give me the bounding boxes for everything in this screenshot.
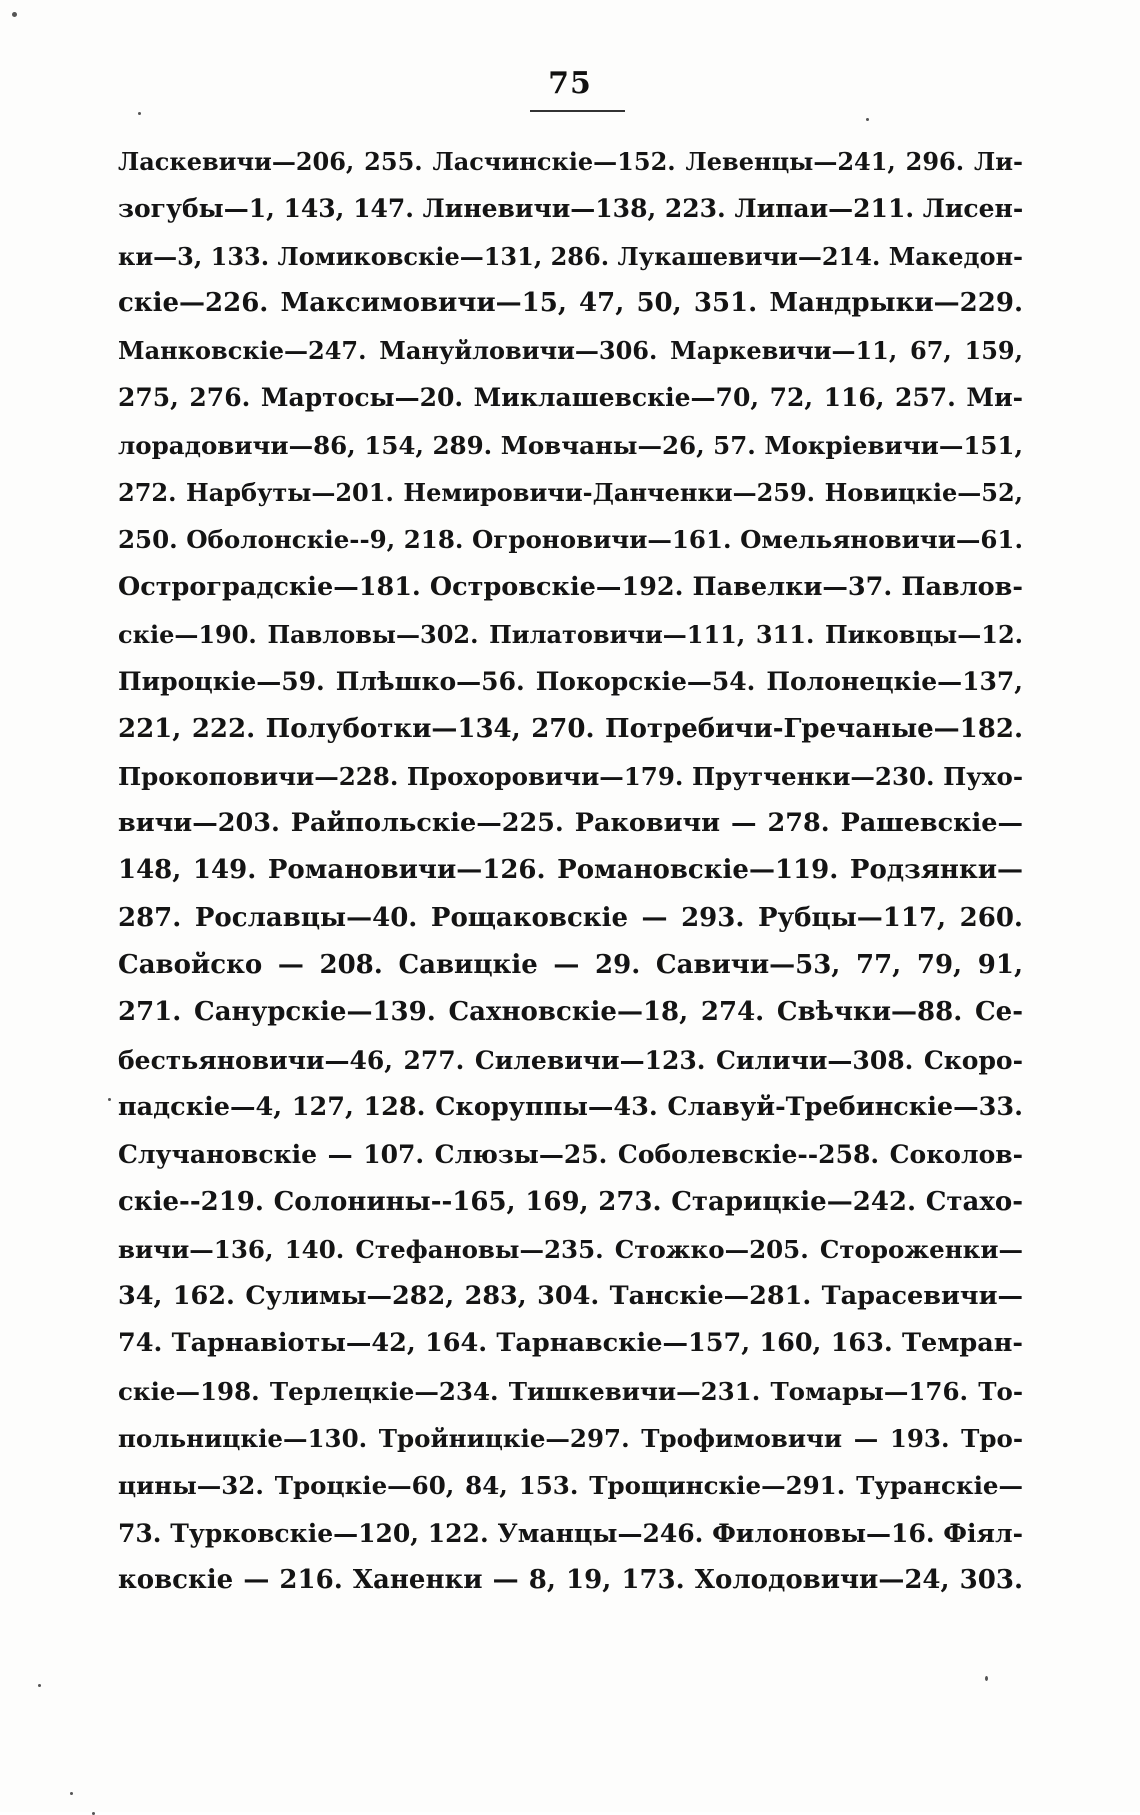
text-line: вичи—136, 140. Стефановы—235. Стожко—205. Стороженки—: [118, 1234, 1023, 1264]
page-number-rule: [530, 110, 625, 112]
text-line: Случановскіе — 107. Слюзы—25. Соболевскіе--258. Соколов-: [118, 1140, 1023, 1170]
text-line: зогубы—1, 143, 147. Линевичи—138, 223. Липаи—211. Лисен-: [118, 194, 1023, 224]
text-line: падскіе—4, 127, 128. Скоруппы—43. Славуй-Требинскіе—33.: [118, 1091, 1023, 1122]
scan-speck: [108, 1098, 111, 1101]
scan-speck: [866, 118, 869, 121]
text-line: скіе—198. Терлецкіе—234. Тишкевичи—231. Томары—176. То-: [118, 1376, 1023, 1406]
text-line: 272. Нарбуты—201. Немировичи-Данченки—259. Новицкіе—52,: [118, 478, 1023, 508]
text-line: скіе--219. Солонины--165, 169, 273. Старицкіе—242. Стахо-: [118, 1186, 1023, 1217]
text-line: ки—3, 133. Ломиковскіе—131, 286. Лукашевичи—214. Македон-: [118, 241, 1023, 271]
text-line: лорадовичи—86, 154, 289. Мовчаны—26, 57. Мокріевичи—151,: [118, 430, 1023, 460]
scan-speck: [12, 12, 17, 17]
text-line: скіе—226. Максимовичи—15, 47, 50, 351. Мандрыки—229.: [118, 287, 1023, 318]
text-line: Савойско — 208. Савицкіе — 29. Савичи—53, 77, 79, 91,: [118, 950, 1023, 981]
text-line: 271. Санурскіе—139. Сахновскіе—18, 274. Свѣчки—88. Се-: [118, 997, 1023, 1028]
text-line: бестьяновичи—46, 277. Силевичи—123. Силичи—308. Скоро-: [118, 1045, 1023, 1075]
scan-speck: [985, 1676, 988, 1681]
text-line: Прокоповичи—228. Прохоровичи—179. Прутченки—230. Пухо-: [118, 761, 1023, 791]
scan-speck: [70, 1792, 73, 1795]
text-line: Манковскіе—247. Мануйловичи—306. Маркевичи—11, 67, 159,: [118, 336, 1023, 366]
scan-speck: [138, 112, 141, 115]
text-line: польницкіе—130. Тройницкіе—297. Трофимовичи — 193. Тро-: [118, 1424, 1023, 1454]
text-line: 74. Тарнавіоты—42, 164. Тарнавскіе—157, 160, 163. Темран-: [118, 1328, 1023, 1359]
text-line: 287. Рославцы—40. Рощаковскіе — 293. Рубцы—117, 260.: [118, 902, 1023, 933]
text-line: 221, 222. Полуботки—134, 270. Потребичи-Гречаные—182.: [118, 713, 1023, 744]
text-line: скіе—190. Павловы—302. Пилатовичи—111, 311. Пиковцы—12.: [118, 619, 1023, 649]
text-line: 250. Оболонскіе--9, 218. Огроновичи—161. Омельяновичи—61.: [118, 525, 1023, 555]
text-line: вичи—203. Райпольскіе—225. Раковичи — 278. Рашевскіе—: [118, 808, 1023, 839]
scan-speck: [38, 1684, 41, 1687]
text-line: ковскіе — 216. Ханенки — 8, 19, 173. Холодовичи—24, 303.: [118, 1564, 1023, 1595]
surname-index-text: [118, 138, 1023, 1604]
text-line: 34, 162. Сулимы—282, 283, 304. Танскіе—281. Тарасевичи—: [118, 1281, 1023, 1312]
page-number: 75: [548, 66, 592, 101]
text-line: Пироцкіе—59. Плѣшко—56. Покорскіе—54. Полонецкіе—137,: [118, 667, 1023, 697]
text-line: 148, 149. Романовичи—126. Романовскіе—119. Родзянки—: [118, 855, 1023, 886]
text-line: Остроградскіе—181. Островскіе—192. Павелки—37. Павлов-: [118, 571, 1023, 602]
text-line: 275, 276. Мартосы—20. Миклашевскіе—70, 72, 116, 257. Ми-: [118, 383, 1023, 413]
text-line: цины—32. Троцкіе—60, 84, 153. Трощинскіе—291. Туранскіе—: [118, 1471, 1023, 1501]
text-line: 73. Турковскіе—120, 122. Уманцы—246. Филоновы—16. Фіял-: [118, 1518, 1023, 1548]
text-line: Ласкевичи—206, 255. Ласчинскіе—152. Левенцы—241, 296. Ли-: [118, 147, 1023, 176]
